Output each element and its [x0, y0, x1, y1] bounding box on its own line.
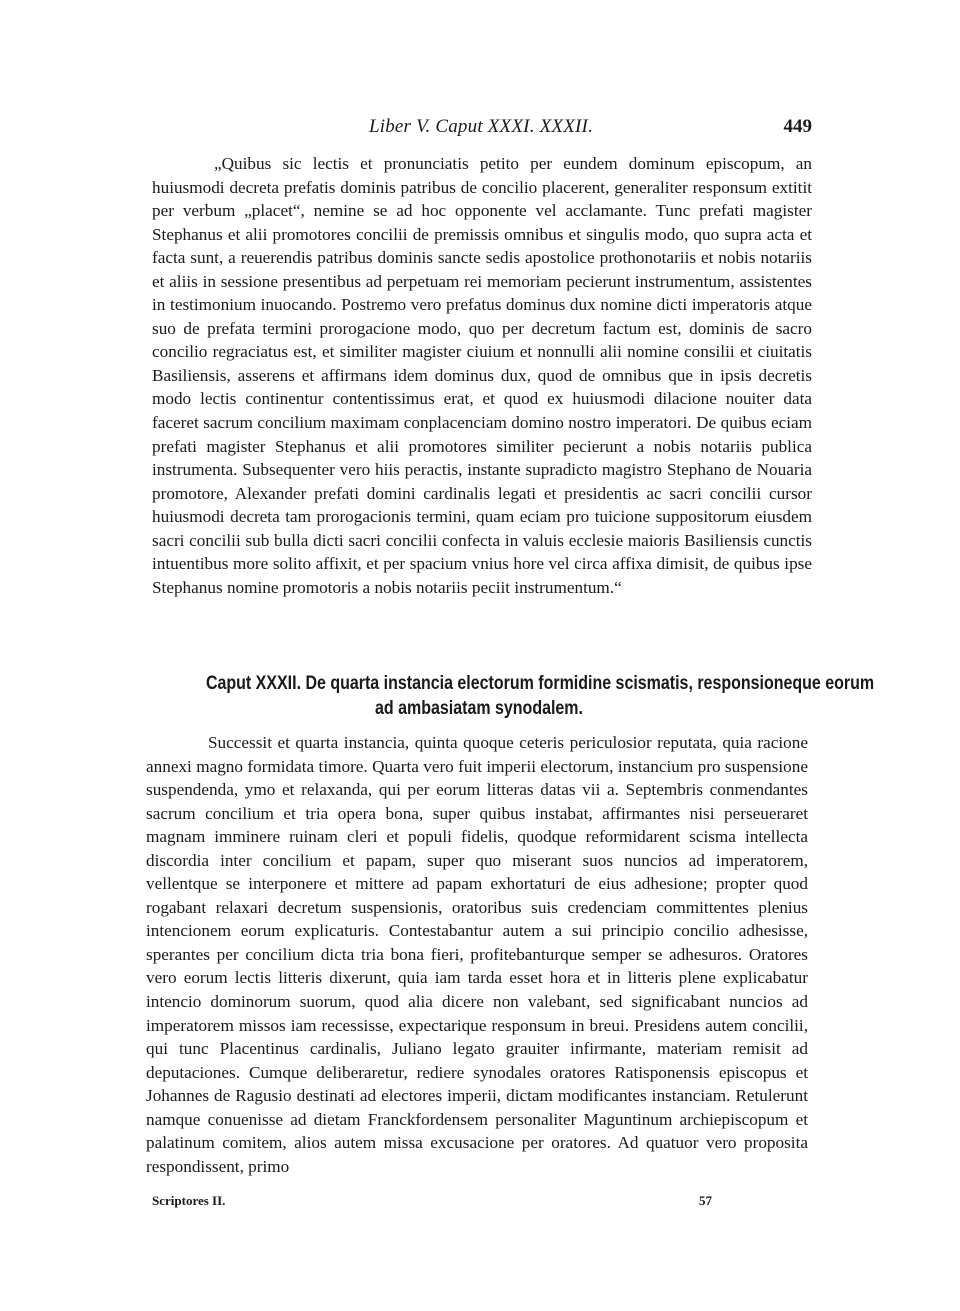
running-title: Liber V. Caput XXXI. XXXII.: [368, 116, 594, 137]
text-block-chapter-32: [146, 731, 808, 1178]
printer-signature: Scriptores II.: [152, 1193, 226, 1208]
signature-number: 57: [699, 1193, 712, 1208]
page-number: 449: [783, 116, 812, 137]
body-paragraph: „Quibus sic lectis et pronunciatis petito per eundem dominum episcopum, an huiusmodi decreta prefatis dominis patribus de concilio placerent, generaliter responsum extitit per verbum „placet“, nemine se ad hoc opponente vel acclamante. Tunc prefati magister Stephanus et alii promotores concilii de premissis omnibus et singulis modo, quo supra acta et facta sunt, a reuerendis patribus dominis sancte sedis apostolice prothonotariis et nobis notariis et aliis in sessione presentibus ad perpetuam rei memoriam pecierunt instrumentum, assistentes in testimonium inuocando. Postremo vero prefatus dominus dux nomine dicti imperatoris atque suo de prefata termini prorogacione modo, quo per decretum factum est, dominis de sacro concilio regraciatus est, et similiter magister ciuium et nonnulli alii nomine consilii et ciuitatis Basiliensis, asserens et affirmans idem dominus dux, quod de omnibus que in ipsis decretis modo lectis continentur contentissimus erat, et quod ex huiusmodi dilacione nouiter data faceret sacrum concilium maximam conplacenciam domino nostro imperatori. De quibus eciam prefati magister Stephanus et alii promotores similiter pecierunt a nobis notariis publica instrumenta. Subsequenter vero hiis peractis, instante supradicto magistro Stephano de Nouaria promotore, Alexander prefati domini cardinalis legati et presidentis ac sacri concilii cursor huiusmodi decreta tam prorogacionis termini, quam eciam pro tuicione suppositorum eiusdem sacri concilii sub bulla dicti sacri concilii confecta in valuis ecclesie maioris Basiliensis cunctis intuentibus more solito affixit, et per spacium vnius hore vel circa affixa dimisit, de quibus ipse Stephanus nomine promotoris a nobis notariis peciit instrumentum.“: [152, 154, 812, 597]
running-head: [150, 116, 812, 146]
chapter-heading-line: ad ambasiatam synodalem.: [375, 697, 583, 719]
chapter-heading: [205, 671, 875, 721]
text-block-chapter-31-end: [152, 152, 812, 599]
body-paragraph: Successit et quarta instancia, quinta quoque ceteris periculosior reputata, quia racione annexi magno formidata timore. Quarta vero fuit imperii electorum, instancium pro suspensione suspendenda, ymo et relaxanda, qui per eorum litteras datas vii a. Septembris conmendantes sacrum concilium et tria opera bona, super quibus instabat, affirmantes nisi perseueraret magnam imminere ruinam cleri et populi fidelis, quodque reformidarent scisma intellecta discordia inter concilium et papam, super quo miserant suos nuncios ad imperatorem, vellentque se interponere et mittere ad papam exhortaturi de eius adhesione; propter quod rogabant relaxari decretum suspensionis, oratoribus suis credenciam committentes plenius intencionem eorum explicaturis. Contestabantur autem a sui principio concilio adhesisse, sperantes per concilium dicta tria bona fieri, profitebanturque semper se adhesuros. Oratores vero eorum lectis litteris dixerunt, quia iam tarda esset hora et in litteris plene explicabatur intencio dominorum suorum, quod alia dicere non valebant, sed significabant nuncios ad imperatorem missos iam recessisse, expectarique responsum in breui. Presidens autem concilii, qui tunc Placentinus cardinalis, Juliano legato grauiter infirmante, materiam remisit ad deputaciones. Cumque deliberaretur, rediere synodales oratores Ratisponensis episcopus et Johannes de Ragusio destinati ad electores imperii, dictam modificantes instanciam. Retulerunt namque conuenisse ad dietam Franckfordensem personaliter Maguntinum archiepiscopum et palatinum comitem, alios autem missa excusacione per oratores. Ad quatuor vero proposita respondissent, primo: [146, 733, 808, 1176]
chapter-heading-line: Caput XXXII. De quarta instancia electorum formidine scismatis, responsioneque eorum: [205, 672, 875, 694]
page-footer: [152, 1193, 712, 1213]
